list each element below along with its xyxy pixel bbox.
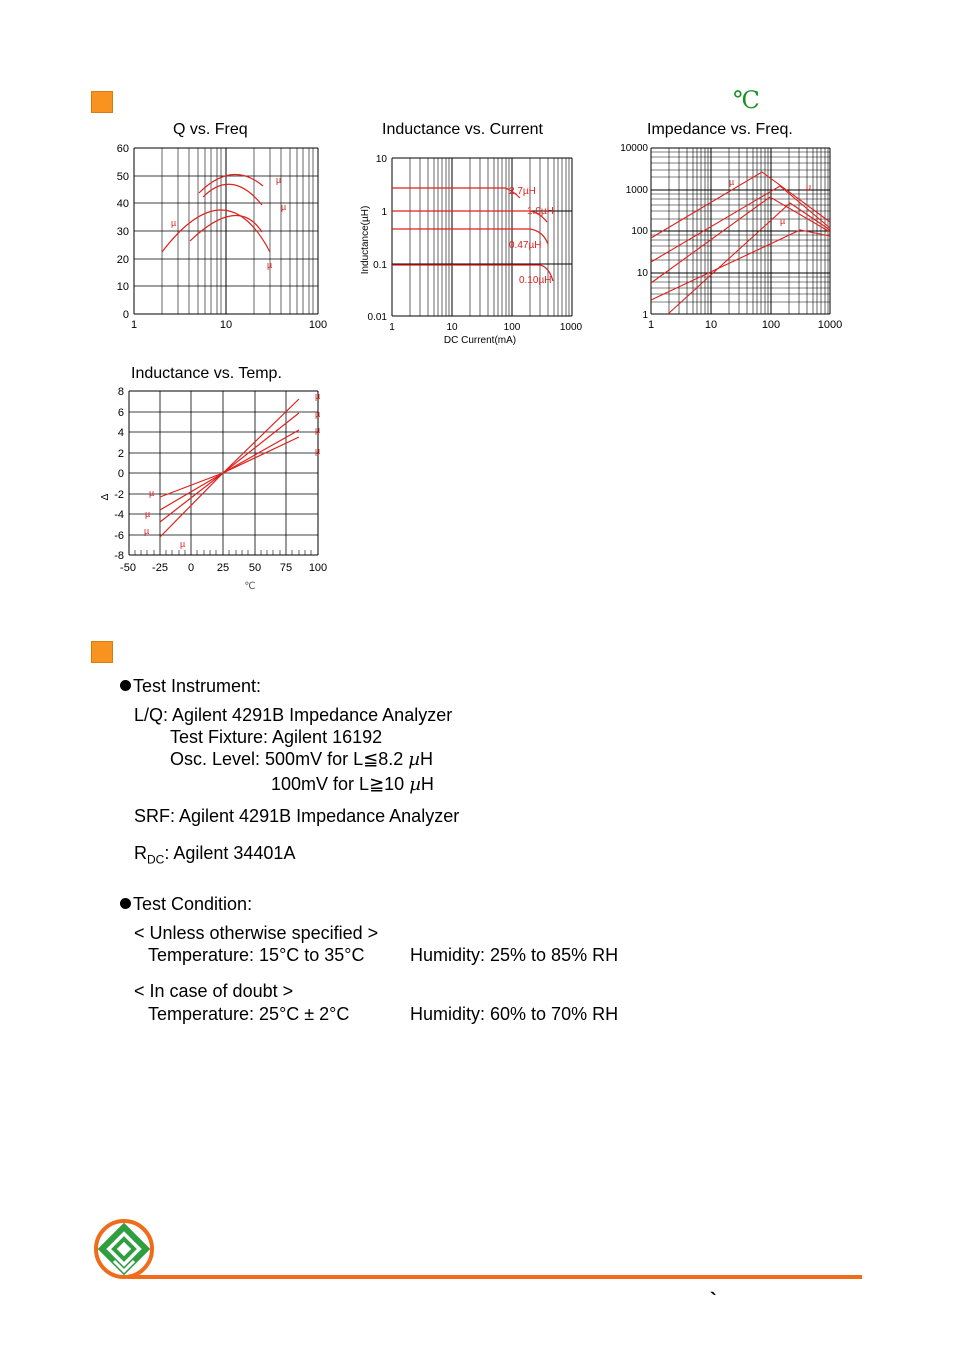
bullet-icon — [120, 898, 131, 909]
t-x-tick: 0 — [187, 562, 195, 574]
humidity-doubt: Humidity: 60% to 70% RH — [410, 1004, 619, 1024]
z-y-tick: 100 — [631, 226, 648, 237]
t-y-tick: 6 — [117, 407, 124, 419]
q-series-label-1: µ — [276, 175, 282, 185]
lq-instrument: L/Q: Agilent 4291B Impedance Analyzer — [134, 705, 453, 725]
temperature-normal: Temperature: 15°C to 35°C — [148, 945, 365, 965]
z-x-tick: 1 — [647, 319, 655, 331]
t-y-tick: -8 — [114, 550, 124, 562]
t-y-tick: 8 — [117, 386, 124, 398]
t-series-label: µ — [145, 509, 151, 519]
z-y-tick: 1000 — [625, 185, 648, 196]
ic-series-label: 2.7µH — [509, 186, 536, 197]
unless-specified: < Unless otherwise specified > — [134, 923, 379, 943]
q-y-tick: 40 — [116, 198, 129, 210]
t-series-label: µ — [315, 446, 321, 456]
chart-title-inductance-vs-temp: Inductance vs. Temp. — [131, 365, 282, 382]
ic-x-tick: 100 — [503, 322, 521, 333]
ic-y-tick: 10 — [375, 154, 387, 165]
q-y-tick: 30 — [116, 226, 129, 238]
in-case-of-doubt: < In case of doubt > — [134, 981, 294, 1001]
q-x-tick: 10 — [219, 319, 233, 331]
t-series-label: µ — [149, 488, 155, 498]
z-x-tick: 1000 — [817, 319, 843, 331]
ic-series-label: 0.47µH — [509, 240, 542, 251]
ic-series-label: 1.0µH — [527, 206, 554, 217]
chart-title-inductance-vs-current: Inductance vs. Current — [382, 121, 543, 138]
t-x-tick: 100 — [308, 562, 328, 574]
t-y-tick: -4 — [114, 509, 124, 521]
t-series-label: µ — [315, 425, 321, 435]
t-y-tick: 2 — [117, 448, 124, 460]
test-fixture: Test Fixture: Agilent 16192 — [170, 727, 383, 747]
q-x-tick: 100 — [308, 319, 328, 331]
t-x-tick: 25 — [216, 562, 230, 574]
ic-y-tick: 0.01 — [367, 312, 387, 323]
t-x-axis-label: ℃ — [244, 581, 256, 592]
ic-y-tick: 1 — [381, 207, 387, 218]
q-y-tick: 60 — [116, 143, 129, 155]
t-series-label: µ — [315, 409, 321, 419]
q-series-label-2: µ — [281, 202, 287, 212]
t-y-tick: -2 — [114, 489, 124, 501]
t-x-tick: 75 — [279, 562, 293, 574]
srf-instrument: SRF: Agilent 4291B Impedance Analyzer — [134, 806, 460, 826]
chart-title-impedance-vs-freq: Impedance vs. Freq. — [647, 121, 793, 138]
t-series-label: µ — [315, 391, 321, 401]
ic-x-tick: 1000 — [559, 322, 583, 333]
z-x-tick: 100 — [761, 319, 781, 331]
t-x-tick: -50 — [120, 562, 136, 574]
rdc-instrument: $R_{DC}$: Agilent 34401A — [134, 843, 296, 867]
t-x-tick: 50 — [248, 562, 262, 574]
osc-level-2: 100mV for L≧10 µH — [271, 774, 434, 795]
q-y-tick: 10 — [116, 281, 129, 293]
ic-x-tick: 10 — [446, 322, 458, 333]
q-x-tick: 1 — [130, 319, 138, 331]
z-series-label: µ — [806, 182, 812, 192]
ic-x-axis-label: DC Current(mA) — [443, 335, 517, 346]
t-series-label: µ — [144, 526, 150, 536]
section-marker-measuring — [91, 641, 113, 663]
q-y-tick: 20 — [116, 254, 129, 266]
t-curves — [160, 399, 299, 537]
z-y-tick: 1 — [642, 310, 648, 321]
ic-y-axis-label: Inductance(µH) — [360, 205, 371, 275]
chart-title-q-vs-freq: Q vs. Freq — [173, 121, 248, 138]
z-series-label: µ — [729, 177, 735, 187]
z-x-tick: 10 — [704, 319, 718, 331]
t-y-axis-label: Δ — [100, 493, 111, 501]
t-y-tick: 0 — [117, 468, 124, 480]
bullet-icon — [120, 680, 131, 691]
ic-x-tick: 1 — [389, 322, 395, 333]
q-series-label-3: µ — [171, 218, 177, 228]
test-condition-heading: Test Condition: — [120, 893, 252, 915]
test-instrument-heading: Test Instrument: — [120, 675, 261, 697]
z-series-label: µ — [780, 216, 786, 226]
t-y-tick: 4 — [117, 427, 124, 439]
z-y-tick: 10 — [636, 268, 648, 279]
footer-tick-mark: ` — [710, 1290, 717, 1312]
temperature-doubt: Temperature: 25°C ± 2°C — [148, 1004, 350, 1024]
t-x-tick: -25 — [152, 562, 168, 574]
humidity-normal: Humidity: 25% to 85% RH — [410, 945, 619, 965]
z-y-tick: 10000 — [620, 143, 648, 154]
q-series-label-4: µ — [267, 260, 273, 270]
q-y-tick: 0 — [122, 309, 129, 321]
osc-level-1: Osc. Level: 500mV for L≦8.2 µH — [170, 749, 433, 770]
ic-y-tick: 0.1 — [373, 260, 387, 271]
ic-series-label: 0.10µH — [519, 275, 552, 286]
t-y-tick: -6 — [114, 530, 124, 542]
q-y-tick: 50 — [116, 171, 129, 183]
t-series-label: µ — [180, 539, 186, 549]
footer-divider — [128, 1275, 862, 1279]
celsius-symbol: ℃ — [733, 86, 760, 114]
